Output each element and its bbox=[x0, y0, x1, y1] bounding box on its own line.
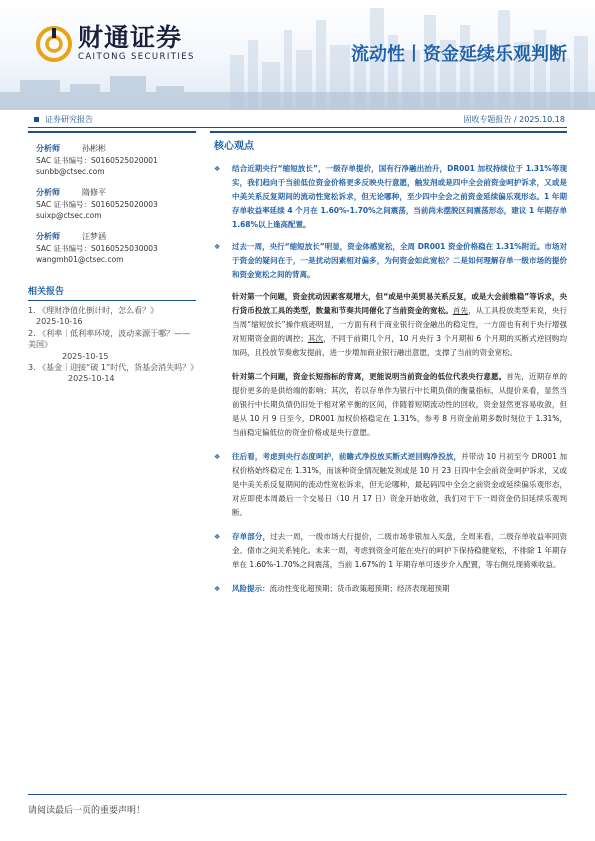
analyst-role: 分析师 bbox=[36, 232, 60, 241]
paragraph-lead: 针对第二个问题，资金长短指标的背离，更能说明当前资金的低位代表央行意愿。 bbox=[232, 372, 507, 381]
paragraph-text: 首先，近期存单的提价更多的是供给端的影响；其次，若以存单作为银行中长期负债的衡量指标，从提价来看，显然当前银行中长期负债仍旧处于相对紧平衡的区间，伴随着短期流动性的回收，资金显然更容易收敛，但是从 10 月 9 日至今，DR001 加权价格稳定在 1.31%，参考 8 月资金前期多数时刻位于 1.31%，当前稳定偏低位的资金价格或是央行意愿。 bbox=[232, 372, 568, 437]
related-report-date: 2025-10-14 bbox=[68, 374, 115, 384]
analyst-email[interactable]: suixp@ctsec.com bbox=[36, 211, 102, 220]
core-views-section bbox=[210, 131, 567, 596]
key-point-1 bbox=[210, 162, 567, 232]
analyst-sidebar bbox=[28, 131, 199, 385]
key-point-text: 并带动 10 月初至今 DR001 加权价格始终稳定在 1.31%，而该种资金情况触发剂或是 10 月 23 日四中全会前资金呵护诉求，又或是中美关系反复期间的流动性宽松诉求，但无论哪种，最起码四中全会之前资金或延续偏乐观形态，对应即使本周最后一个交易日（10 月 17 日）资金开始收敛，我们对于下一周资金仍旧延续乐观判断。 bbox=[232, 452, 567, 517]
analysis-paragraph-2 bbox=[210, 370, 567, 440]
square-bullet-icon bbox=[34, 117, 39, 122]
key-point-text: 过去一周，一级市场大行提价，二级市场非银加入买盘，全周来看，二级存单收益率同资金、债市之间关系钝化。未来一周，考虑到资金可能在央行的呵护下保持稳健宽松，不排除 1 年期存单在 1.60%-1.70%之间震荡，当前 1.67%的 1 年期存单可逐步介入配置，等右侧兑现骑乘收益。 bbox=[232, 532, 568, 569]
footer-divider bbox=[28, 794, 567, 795]
related-reports-divider bbox=[28, 300, 196, 301]
report-type-text: 证券研究报告 bbox=[45, 115, 93, 124]
related-report-date: 2025-10-15 bbox=[62, 351, 109, 361]
analysis-paragraph-1 bbox=[210, 290, 567, 360]
risk-warning bbox=[210, 582, 567, 596]
analyst-role: 分析师 bbox=[36, 188, 60, 197]
key-point-lead: 往后看，考虑到央行态度呵护，前瞻式净投放买断式逆回购净投放， bbox=[232, 452, 462, 461]
related-reports-title: 相关报告 bbox=[28, 287, 65, 297]
related-reports-list bbox=[28, 305, 199, 385]
page-footer bbox=[28, 794, 567, 816]
logo-english-name: CAITONG SECURITIES bbox=[78, 52, 195, 62]
diamond-bullet-icon: ❖ bbox=[214, 585, 221, 593]
related-report-title: 1. 《理财净值化倒计时，怎么看？》 bbox=[28, 306, 159, 315]
key-point-lead: 存单部分， bbox=[232, 532, 271, 541]
analyst-card bbox=[28, 143, 196, 177]
footer-disclaimer: 请阅读最后一页的重要声明！ bbox=[28, 806, 146, 816]
analyst-name: 汪梦涵 bbox=[82, 232, 106, 241]
paragraph-text: ，从工具投放类型来说，央行当周“缩短放长”操作痕迹明显，一方面有利于商业银行资金融出的稳定性，一方面也有利于央行增强对短期资金面的调控； bbox=[232, 306, 568, 343]
analyst-name: 孙彬彬 bbox=[82, 144, 106, 153]
paragraph-marker-first: 首先 bbox=[452, 306, 469, 315]
paragraph-marker-second: 其次 bbox=[307, 334, 324, 343]
related-report-title: 3. 《基金｜迎接“破 1”时代，货基会消失吗？》 bbox=[28, 363, 199, 373]
key-point-2 bbox=[210, 240, 567, 282]
analyst-card bbox=[28, 231, 196, 265]
risk-warning-text: 流动性变化超预期；货币政策超预期；经济表现超预期 bbox=[269, 584, 450, 593]
diamond-bullet-icon: ❖ bbox=[214, 165, 221, 173]
report-type-label bbox=[34, 114, 93, 125]
related-report-title: 2. 《利率｜低利率环境，波动来源于哪？——美国》 bbox=[28, 328, 191, 350]
related-report-item[interactable] bbox=[28, 305, 196, 328]
diamond-bullet-icon: ❖ bbox=[214, 533, 221, 541]
paragraph-lead: 针对第一个问题，资金扰动因素客观增大，但“或是中美贸易关系反复，或是大会前维稳”等诉求，央行货币投放工具的类型，数量和节奏共同催化了当前资金的宽松。 bbox=[232, 292, 567, 315]
related-report-item[interactable] bbox=[28, 328, 196, 362]
report-title: 流动性丨资金延续乐观判断 bbox=[351, 44, 567, 65]
key-point-text: 结合近期央行“缩短放长”，一级存单提价，国有行净融出抬升，DR001 加权持续位于 1.31%等现实，我们趋向于当前低位资金价格更多反映央行意愿，触发剂或是四中全会前资金呵护诉求，又或是中美关系反复期间的流动性宽松诉求，但无论哪种，至少四中全会之前资金延续偏乐观形态。1 年期存单收益率延续 4 个月在 1.60%-1.70%之间震荡，当前尚未摆脱区间震荡形态，建议 1 年期存单 1.68%以上逢高配置。 bbox=[232, 164, 567, 229]
report-subbar bbox=[28, 112, 567, 128]
section-title: 核心观点 bbox=[214, 141, 254, 152]
analyst-card bbox=[28, 187, 196, 221]
report-header bbox=[0, 0, 595, 110]
section-header bbox=[210, 131, 567, 152]
diamond-bullet-icon: ❖ bbox=[214, 243, 221, 251]
risk-warning-label: 风险提示： bbox=[232, 584, 270, 593]
analyst-email[interactable]: wangmh01@ctsec.com bbox=[36, 255, 124, 264]
diamond-bullet-icon: ❖ bbox=[214, 453, 221, 461]
analyst-role: 分析师 bbox=[36, 144, 60, 153]
key-point-4 bbox=[210, 530, 567, 572]
related-report-item[interactable] bbox=[28, 362, 199, 385]
report-meta: 固收专题报告 / 2025.10.18 bbox=[463, 115, 565, 124]
sidebar-divider bbox=[28, 131, 196, 133]
key-point-text: 过去一周，央行“缩短放长”明显，资金体感宽松，全周 DR001 资金价格稳在 1.31%附近。市场对于资金的疑问在于，一是扰动因素相对偏多，为何资金如此宽松？二是如何理解存单一级市场的提价和资金宽松之间的背离。 bbox=[232, 242, 567, 279]
logo-mark-icon bbox=[36, 26, 72, 62]
key-point-3 bbox=[210, 450, 567, 520]
logo-chinese-name: 财通证券 bbox=[78, 23, 183, 52]
paragraph-text: ，不同于前期几个月，10 月央行 3 个月期和 6 个月期的买断式逆回购均加码，且投放节奏愈发提前，进一步增加商业银行融出意愿，支撑了当前的资金宽松。 bbox=[232, 334, 568, 357]
related-report-date: 2025-10-16 bbox=[36, 317, 83, 327]
analyst-sac-number: SAC 证书编号：S0160525020001 bbox=[36, 156, 158, 165]
analyst-sac-number: SAC 证书编号：S0160525030003 bbox=[36, 244, 158, 253]
analyst-email[interactable]: sunbb@ctsec.com bbox=[36, 167, 105, 176]
company-logo bbox=[36, 24, 195, 63]
analyst-sac-number: SAC 证书编号：S0160525020003 bbox=[36, 200, 158, 209]
analyst-name: 隋修平 bbox=[82, 188, 106, 197]
